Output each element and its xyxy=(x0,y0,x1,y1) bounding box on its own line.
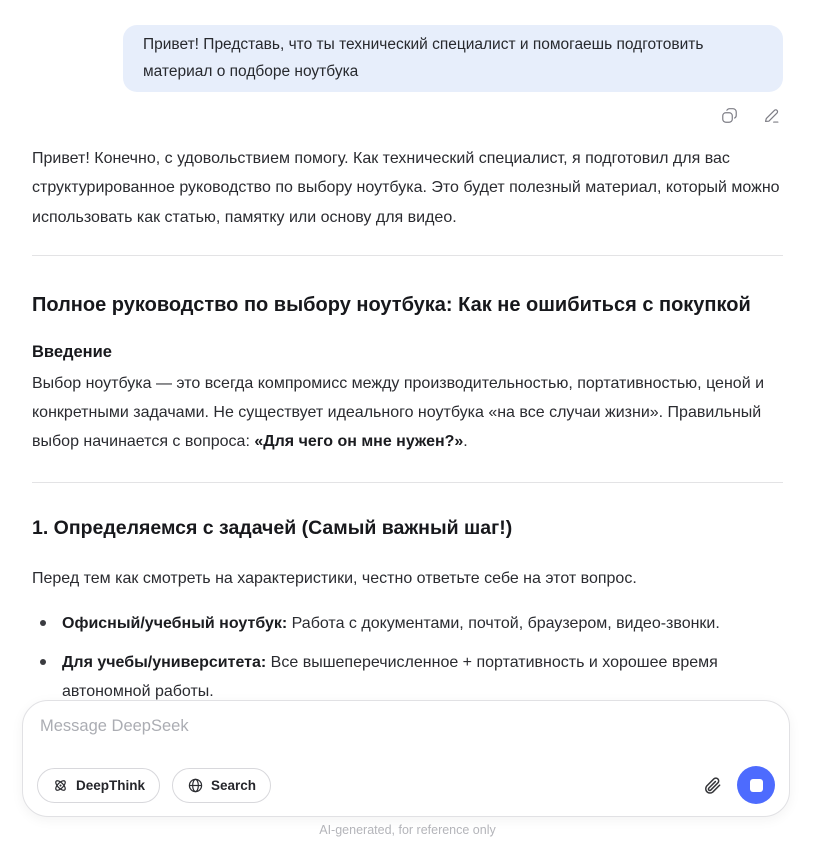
copy-message-button[interactable] xyxy=(719,105,739,125)
list-item-text: Все вышеперечисленное + портативность и хорошее время автономной работы. xyxy=(62,653,718,700)
search-button[interactable] xyxy=(172,768,271,803)
list-item xyxy=(32,648,783,700)
user-message-bubble xyxy=(123,25,783,92)
message-actions xyxy=(32,105,783,125)
stop-generating-button[interactable] xyxy=(737,766,775,804)
assistant-intro-paragraph: Привет! Конечно, с удовольствием помогу. Как технический специалист, я подготовил для вас структурированное руководство по выбору ноутбука. Это будет полезный материал, который можно использовать как статью, памятку или основу для видео. xyxy=(32,150,780,226)
list-item-label: Для учебы/университета: xyxy=(62,653,267,671)
assistant-message xyxy=(32,144,783,700)
list-item-label: Офисный/учебный ноутбук: xyxy=(62,615,288,633)
section1-lead-paragraph: Перед тем как смотреть на характеристики, честно ответьте себе на этот вопрос. xyxy=(32,570,637,588)
edit-message-button[interactable] xyxy=(761,105,781,125)
deepthink-button[interactable] xyxy=(37,768,160,803)
bullet-dot xyxy=(40,659,46,665)
list-item xyxy=(32,609,783,638)
composer-toolbar xyxy=(37,766,775,804)
intro-text: Выбор ноутбука — это всегда компромисс между производительностью, портативностью, ценой и конкретными задачами. Не существует идеального ноутбука «на все случаи жизни». Правильный выбор начинается с вопроса: xyxy=(32,374,765,450)
edit-pencil-icon xyxy=(762,106,781,125)
search-label: Search xyxy=(211,777,257,793)
copy-icon xyxy=(720,106,739,125)
intro-section-heading: Введение xyxy=(32,342,112,361)
section1-title: 1. Определяемся с задачей (Самый важный шаг!) xyxy=(32,516,513,539)
deepthink-label: DeepThink xyxy=(76,777,146,793)
globe-icon xyxy=(187,777,204,794)
message-composer xyxy=(22,700,790,817)
message-input[interactable] xyxy=(23,701,789,759)
stop-icon xyxy=(750,779,763,792)
intro-bold-question: «Для чего он мне нужен?» xyxy=(254,432,464,450)
laptop-types-list xyxy=(32,609,783,700)
guide-title: Полное руководство по выбору ноутбука: Как не ошибиться с покупкой xyxy=(32,293,751,316)
user-message-row xyxy=(32,25,783,92)
divider xyxy=(32,255,783,256)
ai-disclaimer: AI-generated, for reference only xyxy=(319,823,496,837)
paperclip-icon xyxy=(702,775,723,796)
intro-paragraph xyxy=(32,369,783,456)
atom-icon xyxy=(52,777,69,794)
list-item-text: Работа с документами, почтой, браузером, видео-звонки. xyxy=(287,615,720,633)
bullet-dot xyxy=(40,620,46,626)
user-message-text: Привет! Представь, что ты технический специалист и помогаешь подготовить материал о подборе ноутбука xyxy=(143,36,704,80)
divider xyxy=(32,482,783,483)
attach-file-button[interactable] xyxy=(699,772,725,798)
intro-text-end: . xyxy=(463,432,468,450)
